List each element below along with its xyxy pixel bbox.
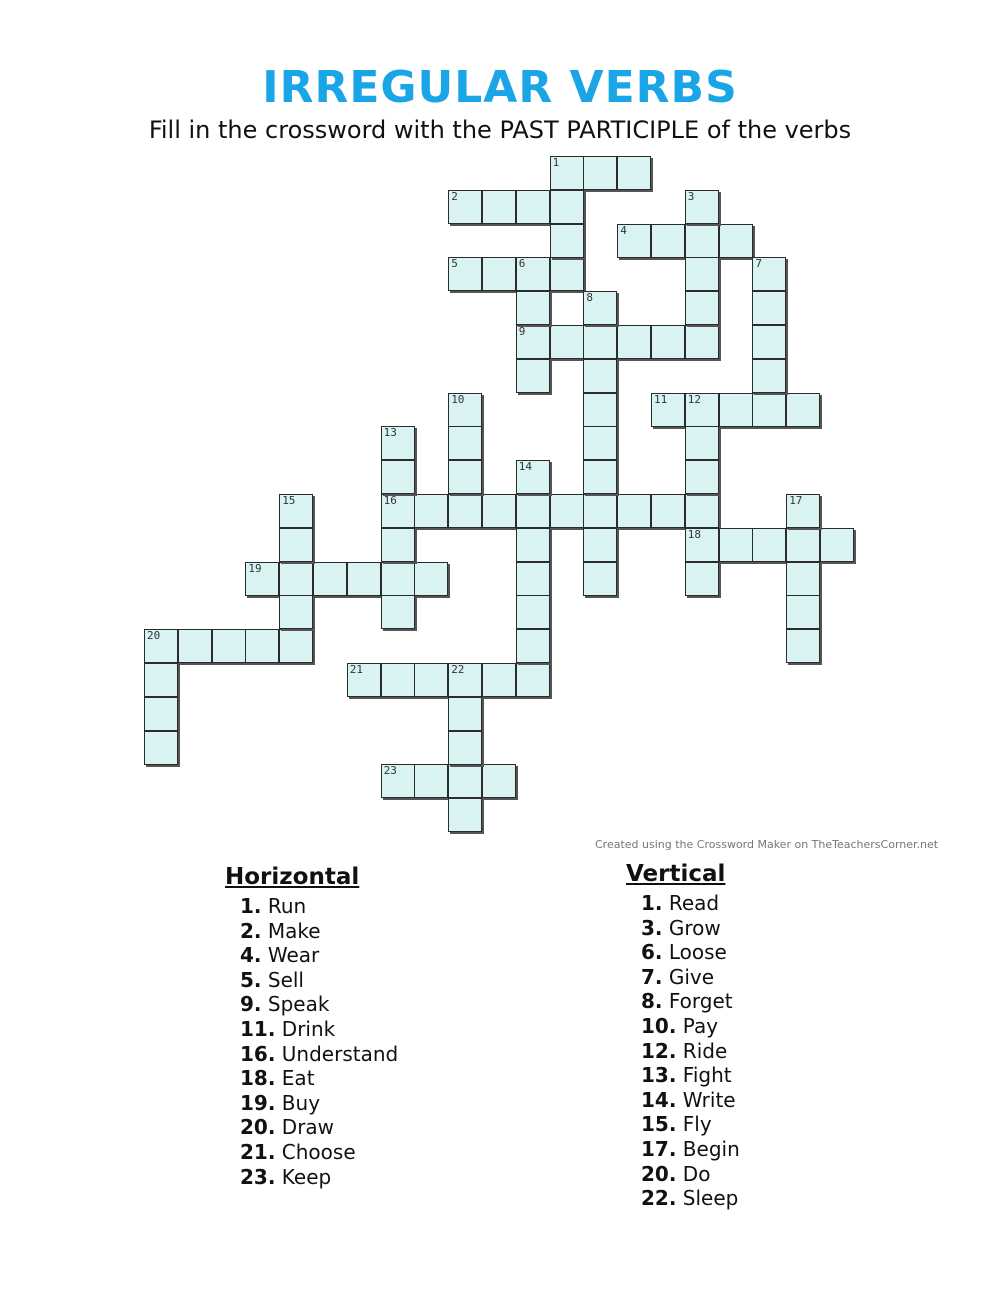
vertical-clue [626, 1014, 740, 1039]
clue-number: 23. [240, 1164, 276, 1189]
crossword-cell[interactable] [279, 528, 313, 562]
vertical-clue [626, 1137, 740, 1162]
crossword-cell[interactable] [550, 224, 584, 258]
clue-number: 3. [641, 915, 663, 940]
clue-number: 2. [240, 918, 262, 943]
cell-number: 5 [451, 257, 458, 271]
crossword-cell[interactable] [685, 426, 719, 460]
cell-number: 23 [383, 764, 397, 778]
crossword-cell[interactable] [516, 359, 550, 393]
crossword-cell[interactable] [516, 663, 550, 697]
crossword-cell[interactable] [583, 562, 617, 596]
crossword-cell[interactable] [144, 629, 178, 663]
horizontal-clue [225, 943, 398, 968]
clue-word: Drink [275, 1016, 336, 1041]
crossword-cell[interactable] [144, 663, 178, 697]
crossword-cell[interactable] [516, 494, 550, 528]
cell-number: 20 [147, 629, 161, 643]
clue-word: Ride [676, 1038, 728, 1063]
crossword-cell[interactable] [414, 764, 448, 798]
crossword-cell[interactable] [719, 224, 753, 258]
crossword-cell[interactable] [381, 494, 415, 528]
clue-number: 19. [240, 1090, 276, 1115]
vertical-clue [626, 989, 740, 1014]
vertical-clue [626, 940, 740, 965]
crossword-cell[interactable] [550, 156, 584, 190]
crossword-cell[interactable] [279, 494, 313, 528]
cell-number: 18 [687, 527, 702, 541]
clue-word: Buy [275, 1090, 321, 1115]
vertical-clue [626, 1186, 740, 1211]
clue-word: Do [676, 1161, 711, 1186]
horizontal-clue [225, 1042, 398, 1067]
horizontal-clue [225, 1091, 398, 1116]
crossword-cell[interactable] [448, 798, 482, 832]
credit-line: Created using the Crossword Maker on TheTeachersCorner.net [595, 838, 939, 851]
clue-word: Read [662, 891, 720, 915]
crossword-cell[interactable] [516, 562, 550, 596]
cell-number: 19 [248, 561, 262, 575]
crossword-cell[interactable] [583, 325, 617, 359]
clue-word: Keep [275, 1164, 332, 1189]
horizontal-clues [225, 864, 398, 1189]
clue-word: Sleep [676, 1186, 739, 1211]
clue-word: Fight [676, 1063, 732, 1088]
crossword-cell[interactable] [583, 528, 617, 562]
crossword-cell[interactable] [685, 393, 719, 427]
crossword-cell[interactable] [786, 595, 820, 629]
cell-number: 21 [349, 663, 364, 676]
horizontal-clue [225, 919, 398, 944]
vertical-clue [626, 1063, 740, 1088]
vertical-clue [626, 891, 740, 916]
cell-number: 4 [620, 223, 627, 237]
crossword-cell[interactable] [212, 629, 246, 663]
horizontal-clue [225, 968, 398, 993]
vertical-clue [626, 1039, 740, 1064]
crossword-cell[interactable] [448, 494, 482, 528]
crossword-cell[interactable] [245, 562, 279, 596]
crossword-cell[interactable] [752, 393, 786, 427]
clue-word: Sell [261, 967, 304, 992]
crossword-cell[interactable] [550, 190, 584, 224]
cell-number: 13 [383, 426, 397, 440]
cell-number: 14 [518, 460, 533, 474]
page-title: IRREGULAR VERBS [262, 62, 738, 113]
crossword-cell[interactable] [651, 393, 685, 427]
clue-word: Wear [261, 943, 320, 968]
clue-word: Give [662, 964, 715, 989]
crossword-cell[interactable] [448, 190, 482, 224]
crossword-cell[interactable] [583, 291, 617, 325]
crossword-cell[interactable] [448, 697, 482, 731]
clue-number: 20. [641, 1161, 677, 1186]
crossword-cell[interactable] [448, 764, 482, 798]
cell-number: 6 [518, 257, 526, 271]
clue-number: 15. [641, 1112, 677, 1137]
crossword-cell[interactable] [719, 393, 753, 427]
crossword-cell[interactable] [448, 460, 482, 494]
clue-word: Make [261, 918, 321, 943]
crossword-cell[interactable] [448, 426, 482, 460]
crossword-cell[interactable] [448, 257, 482, 291]
crossword-cell[interactable] [583, 359, 617, 393]
crossword-cell[interactable] [482, 663, 516, 697]
crossword-cell[interactable] [516, 291, 550, 325]
cell-number: 8 [586, 291, 594, 305]
crossword-cell[interactable] [786, 528, 820, 562]
clue-number: 8. [641, 989, 663, 1014]
clue-word: Fly [676, 1112, 712, 1137]
crossword-cell[interactable] [583, 460, 617, 494]
crossword-cell[interactable] [381, 562, 415, 596]
crossword-cell[interactable] [651, 224, 685, 258]
vertical-clue [626, 916, 740, 941]
crossword-cell[interactable] [752, 291, 786, 325]
crossword-cell[interactable] [685, 460, 719, 494]
crossword-cell[interactable] [414, 562, 448, 596]
clue-number: 16. [240, 1041, 276, 1066]
clue-word: Speak [261, 992, 330, 1017]
horizontal-clue-list [225, 894, 398, 1189]
crossword-cell[interactable] [752, 325, 786, 359]
horizontal-clue [225, 1115, 398, 1140]
crossword-cell[interactable] [651, 325, 685, 359]
crossword-cell[interactable] [448, 731, 482, 765]
crossword-cell[interactable] [685, 494, 719, 528]
crossword-cell[interactable] [178, 629, 212, 663]
crossword-cell[interactable] [414, 663, 448, 697]
crossword-cell[interactable] [685, 224, 719, 258]
crossword-cell[interactable] [685, 528, 719, 562]
horizontal-clue [225, 1140, 398, 1165]
clue-number: 7. [641, 964, 663, 989]
horizontal-heading: Horizontal [225, 864, 360, 890]
crossword-cell[interactable] [144, 731, 178, 765]
crossword-cell[interactable] [516, 460, 550, 494]
crossword-cell[interactable] [685, 562, 719, 596]
clue-number: 11. [240, 1016, 276, 1041]
crossword-cell[interactable] [583, 393, 617, 427]
crossword-cell[interactable] [550, 325, 584, 359]
crossword-cell[interactable] [482, 257, 516, 291]
crossword-cell[interactable] [245, 629, 279, 663]
crossword-cell[interactable] [550, 494, 584, 528]
crossword-cell[interactable] [482, 764, 516, 798]
crossword-cell[interactable] [279, 595, 313, 629]
cell-number: 2 [451, 189, 458, 203]
crossword-cell[interactable] [381, 528, 415, 562]
clue-number: 1. [240, 894, 262, 918]
cell-number: 17 [789, 494, 803, 507]
crossword-cell[interactable] [617, 156, 651, 190]
clue-number: 22. [641, 1186, 677, 1211]
crossword-cell[interactable] [786, 562, 820, 596]
vertical-clue [626, 965, 740, 990]
vertical-clue [626, 1088, 740, 1113]
crossword-cell[interactable] [516, 629, 550, 663]
clue-number: 9. [240, 992, 262, 1017]
clue-word: Choose [275, 1139, 356, 1164]
clue-word: Run [261, 894, 307, 918]
clue-word: Draw [275, 1115, 335, 1140]
vertical-clue [626, 1162, 740, 1187]
clue-number: 1. [641, 891, 663, 915]
crossword-cell[interactable] [448, 663, 482, 697]
crossword-cell[interactable] [144, 697, 178, 731]
clue-number: 12. [641, 1038, 677, 1063]
crossword-cell[interactable] [685, 257, 719, 291]
crossword-cell[interactable] [583, 494, 617, 528]
crossword-cell[interactable] [279, 629, 313, 663]
crossword-cell[interactable] [550, 257, 584, 291]
vertical-clues [626, 861, 740, 1211]
clue-word: Eat [275, 1066, 315, 1091]
clue-number: 13. [641, 1063, 677, 1088]
vertical-clue [626, 1112, 740, 1137]
crossword-cell[interactable] [583, 156, 617, 190]
clue-number: 14. [641, 1087, 677, 1112]
cell-number: 16 [383, 494, 397, 507]
crossword-cell[interactable] [617, 494, 651, 528]
crossword-cell[interactable] [651, 494, 685, 528]
clue-word: Begin [676, 1136, 740, 1161]
crossword-cell[interactable] [448, 393, 482, 427]
clue-word: Understand [275, 1041, 399, 1066]
crossword-cell[interactable] [381, 764, 415, 798]
vertical-clue-list [626, 891, 740, 1211]
crossword-cell[interactable] [820, 528, 854, 562]
crossword-cell[interactable] [516, 595, 550, 629]
cell-number: 7 [755, 257, 763, 271]
clue-number: 20. [240, 1115, 276, 1140]
crossword-cell[interactable] [617, 325, 651, 359]
clue-number: 10. [641, 1013, 677, 1038]
horizontal-clue [225, 1066, 398, 1091]
crossword-cell[interactable] [381, 460, 415, 494]
crossword-cell[interactable] [583, 426, 617, 460]
cell-number: 9 [518, 325, 526, 338]
horizontal-clue [225, 992, 398, 1017]
crossword-cell[interactable] [617, 224, 651, 258]
crossword-cell[interactable] [516, 528, 550, 562]
vertical-heading: Vertical [626, 861, 726, 887]
cell-number: 3 [687, 189, 695, 203]
clue-number: 5. [240, 967, 262, 992]
crossword-cell[interactable] [482, 494, 516, 528]
clue-word: Loose [662, 940, 727, 965]
clue-word: Grow [662, 915, 721, 940]
crossword-cell[interactable] [685, 190, 719, 224]
cell-number: 22 [451, 663, 465, 676]
crossword-cell[interactable] [279, 562, 313, 596]
clue-number: 18. [240, 1066, 276, 1091]
crossword-cell[interactable] [516, 257, 550, 291]
horizontal-clue [225, 1017, 398, 1042]
crossword-cell[interactable] [313, 562, 347, 596]
crossword-cell[interactable] [786, 629, 820, 663]
clue-word: Write [676, 1087, 736, 1112]
crossword-cell[interactable] [347, 663, 381, 697]
crossword-cell[interactable] [516, 190, 550, 224]
crossword-cell[interactable] [752, 359, 786, 393]
crossword-cell[interactable] [516, 325, 550, 359]
crossword-cell[interactable] [786, 393, 820, 427]
cell-number: 12 [687, 392, 702, 406]
cell-number: 10 [451, 392, 465, 406]
crossword-cell[interactable] [719, 528, 753, 562]
crossword-cell[interactable] [381, 426, 415, 460]
clue-number: 21. [240, 1139, 276, 1164]
clue-number: 17. [641, 1136, 677, 1161]
cell-number: 1 [552, 156, 560, 169]
crossword-cell[interactable] [482, 190, 516, 224]
crossword-cell[interactable] [786, 494, 820, 528]
clue-number: 4. [240, 943, 262, 968]
crossword-cell[interactable] [685, 325, 719, 359]
clue-number: 6. [641, 940, 663, 965]
clue-word: Pay [676, 1013, 719, 1038]
crossword-cell[interactable] [752, 257, 786, 291]
crossword-cell[interactable] [752, 528, 786, 562]
crossword-cell[interactable] [685, 291, 719, 325]
horizontal-clue [225, 1165, 398, 1190]
crossword-cell[interactable] [381, 595, 415, 629]
clue-word: Forget [662, 989, 733, 1014]
crossword-cell[interactable] [381, 663, 415, 697]
instructions: Fill in the crossword with the PAST PARTICIPLE of the verbs [148, 116, 852, 144]
cell-number: 15 [282, 494, 296, 507]
horizontal-clue [225, 894, 398, 919]
crossword-cell[interactable] [414, 494, 448, 528]
crossword-cell[interactable] [347, 562, 381, 596]
cell-number: 11 [654, 392, 668, 406]
